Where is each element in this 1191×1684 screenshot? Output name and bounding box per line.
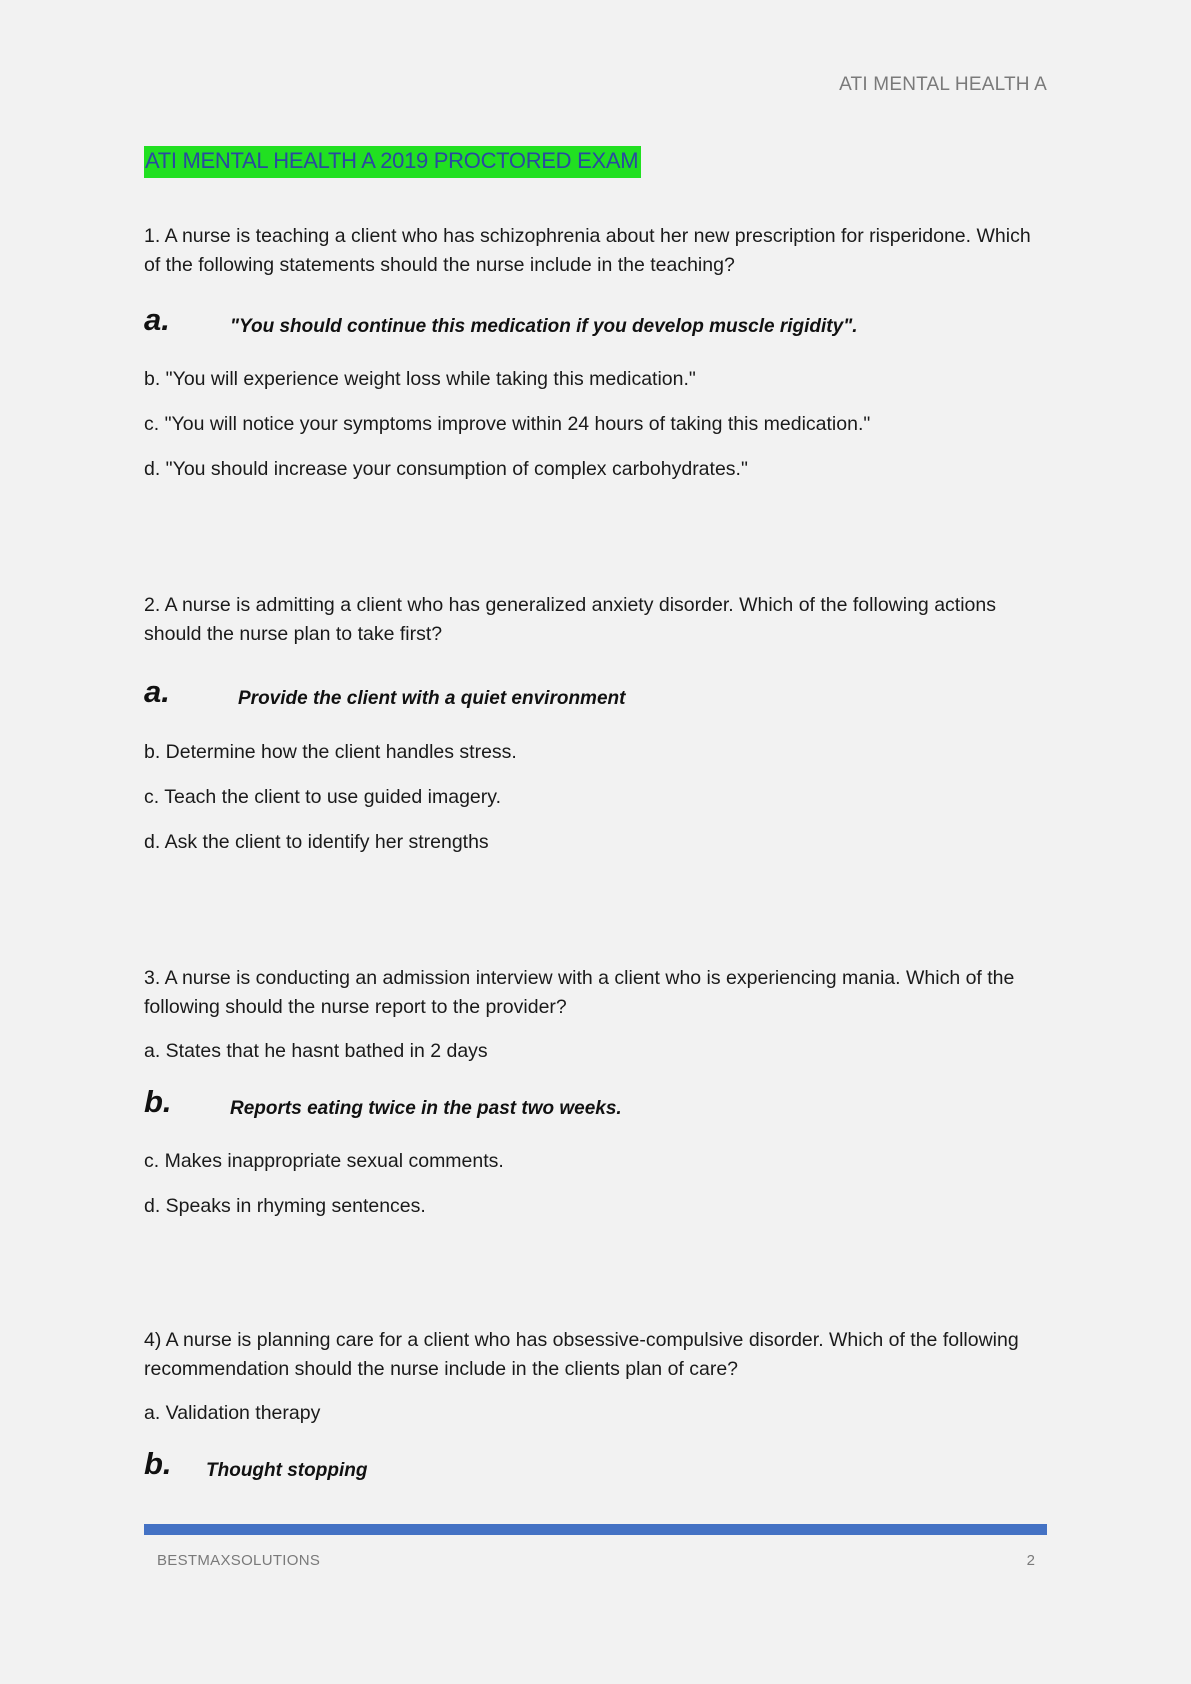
running-header: ATI MENTAL HEALTH A	[839, 74, 1047, 95]
question-3-answer-text: Reports eating twice in the past two weeks.	[230, 1098, 622, 1119]
question-4-stem: 4) A nurse is planning care for a client who has obsessive-compulsive disorder. Which of the following recommendation should the nurse include in the clients plan of care?	[144, 1329, 1019, 1380]
question-4-answer-text: Thought stopping	[206, 1460, 368, 1481]
footer-company: BESTMAXSOLUTIONS	[157, 1552, 321, 1569]
question-2-answer-letter: a.	[144, 674, 170, 709]
question-1-option-c: c. "You will notice your symptoms improve within 24 hours of taking this medication."	[144, 413, 871, 435]
question-3-stem: 3. A nurse is conducting an admission interview with a client who is experiencing mania. Which of the following should the nurse report to the provider?	[144, 967, 1015, 1018]
question-3-answer-letter: b.	[144, 1084, 172, 1119]
question-4-answer-letter: b.	[144, 1446, 172, 1481]
question-1-answer-letter: a.	[144, 302, 170, 337]
question-2-option-c: c. Teach the client to use guided imagery.	[144, 786, 501, 808]
question-3-option-d: d. Speaks in rhyming sentences.	[144, 1195, 426, 1217]
question-3-option-c: c. Makes inappropriate sexual comments.	[144, 1150, 504, 1172]
question-1-option-d: d. "You should increase your consumption of complex carbohydrates."	[144, 458, 748, 480]
footer-rule	[144, 1524, 1047, 1535]
page-number: 2	[1026, 1552, 1035, 1569]
question-2-option-b: b. Determine how the client handles stress.	[144, 741, 517, 763]
question-2-option-d: d. Ask the client to identify her strengths	[144, 831, 489, 853]
question-1-stem: 1. A nurse is teaching a client who has schizophrenia about her new prescription for risperidone. Which of the following statements should the nurse include in the teaching?	[144, 225, 1031, 276]
question-1-option-b: b. "You will experience weight loss while taking this medication."	[144, 368, 696, 390]
question-4-option-a: a. Validation therapy	[144, 1402, 321, 1424]
document-title: ATI MENTAL HEALTH A 2019 PROCTORED EXAM	[144, 146, 641, 178]
question-1-answer-text: "You should continue this medication if you develop muscle rigidity".	[230, 316, 858, 337]
question-2-stem: 2. A nurse is admitting a client who has generalized anxiety disorder. Which of the following actions should the nurse plan to take first?	[144, 594, 996, 645]
question-3-option-a: a. States that he hasnt bathed in 2 days	[144, 1040, 488, 1062]
question-2-answer-text: Provide the client with a quiet environment	[238, 688, 626, 709]
